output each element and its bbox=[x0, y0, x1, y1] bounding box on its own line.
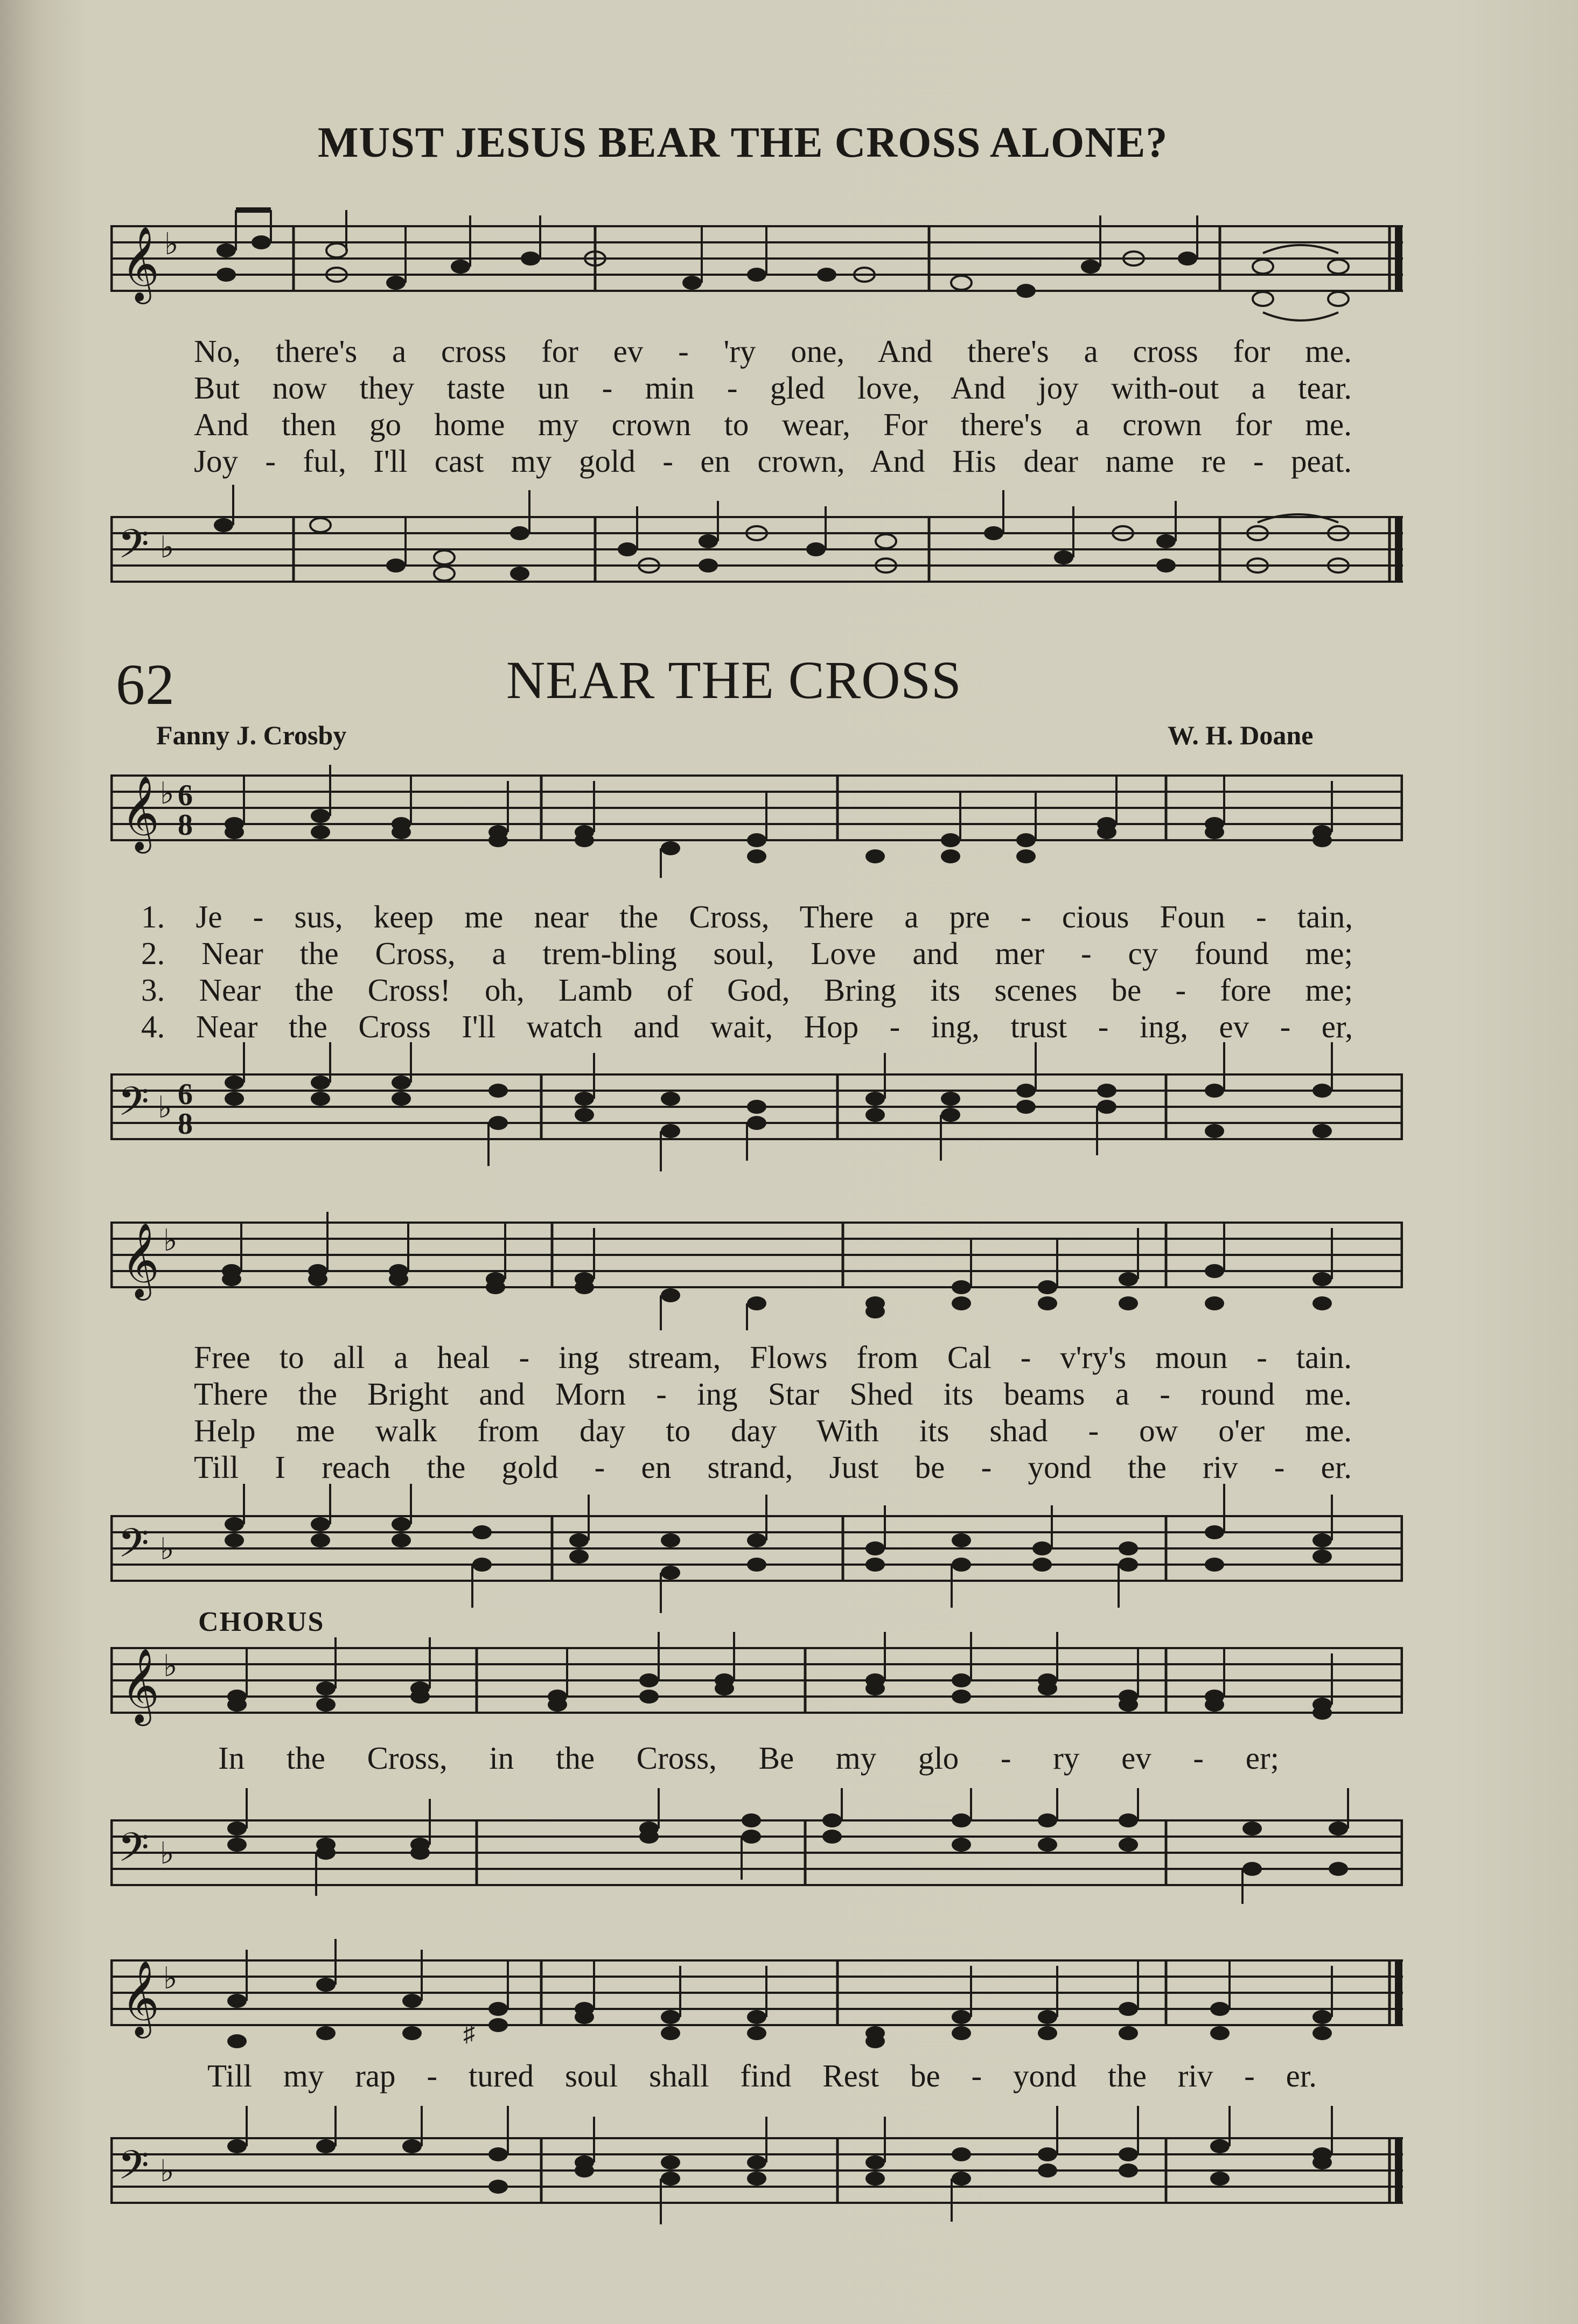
lyricist-credit: Fanny J. Crosby bbox=[156, 720, 347, 750]
music-notation bbox=[110, 205, 1403, 334]
chorus-lyrics bbox=[218, 1740, 1279, 1776]
lyric-line: In the Cross, in the Cross, Be my glo - ry ev - er; bbox=[218, 1740, 1279, 1776]
bass-staff bbox=[110, 1484, 1403, 1613]
svg-text:𝄢: 𝄢 bbox=[118, 1522, 149, 1575]
lyric-line: 2. Near the Cross, a trem-bling soul, Love and mer - cy found me; bbox=[141, 936, 1353, 971]
hymn-title: MUST JESUS BEAR THE CROSS ALONE? bbox=[318, 119, 1168, 166]
lyric-line: 3. Near the Cross! oh, Lamb of God, Bring its scenes be - fore me; bbox=[141, 972, 1353, 1008]
treble-staff bbox=[110, 1939, 1403, 2068]
lyric-line: Joy - ful, I'll cast my gold - en crown, And His dear name re - peat. bbox=[194, 443, 1352, 479]
svg-text:8: 8 bbox=[178, 1107, 193, 1141]
music-notation bbox=[110, 485, 1403, 614]
lyric-line: There the Bright and Morn - ing Star Shed its beams a - round me. bbox=[194, 1376, 1352, 1412]
svg-text:♭: ♭ bbox=[160, 777, 174, 811]
svg-text:𝄢: 𝄢 bbox=[118, 1826, 149, 1880]
bass-staff bbox=[110, 1042, 1403, 1177]
lyric-line: Till I reach the gold - en strand, Just be - yond the riv - er. bbox=[194, 1449, 1352, 1485]
svg-text:𝄢: 𝄢 bbox=[118, 2144, 149, 2197]
svg-text:♭: ♭ bbox=[163, 1962, 178, 1995]
hymn-number: 62 bbox=[116, 653, 175, 717]
hymn-61-lyrics bbox=[194, 333, 1352, 479]
svg-text:♭: ♭ bbox=[160, 1837, 174, 1871]
lyric-line: Free to all a heal - ing stream, Flows from Cal - v'ry's moun - tain. bbox=[194, 1339, 1352, 1375]
svg-text:♭: ♭ bbox=[160, 531, 174, 564]
bass-staff bbox=[110, 2106, 1403, 2230]
svg-text:♭: ♭ bbox=[160, 2155, 174, 2188]
svg-text:♭: ♭ bbox=[164, 228, 179, 261]
svg-text:♭: ♭ bbox=[160, 1533, 174, 1566]
svg-text:8: 8 bbox=[178, 808, 193, 842]
lyric-line: Help me walk from day to day With its shad - ow o'er me. bbox=[194, 1413, 1352, 1448]
svg-text:𝄢: 𝄢 bbox=[118, 1080, 149, 1134]
music-notation bbox=[110, 2106, 1403, 2230]
music-notation bbox=[110, 1042, 1403, 1177]
lyric-line: But now they taste un - min - gled love, And joy with-out a tear. bbox=[194, 370, 1352, 406]
music-notation bbox=[110, 1939, 1403, 2068]
lyric-line: Till my rap - tured soul shall find Rest be - yond the riv - er. bbox=[207, 2058, 1317, 2093]
treble-staff bbox=[110, 205, 1403, 334]
svg-text:6: 6 bbox=[178, 779, 193, 812]
svg-text:♭: ♭ bbox=[163, 1224, 178, 1258]
lyric-line: 1. Je - sus, keep me near the Cross, There a pre - cious Foun - tain, bbox=[141, 899, 1353, 934]
chorus-label: CHORUS bbox=[198, 1607, 325, 1637]
treble-staff bbox=[110, 1627, 1403, 1734]
lyric-line: And then go home my crown to wear, For there's a crown for me. bbox=[194, 407, 1352, 442]
composer-credit: W. H. Doane bbox=[1168, 720, 1314, 750]
music-notation bbox=[110, 1484, 1403, 1613]
treble-staff bbox=[110, 1201, 1403, 1330]
svg-text:𝄞: 𝄞 bbox=[121, 1650, 159, 1721]
svg-text:𝄞: 𝄞 bbox=[121, 1962, 159, 2034]
verse-lyrics bbox=[194, 1339, 1352, 1485]
chorus-lyrics bbox=[207, 2057, 1317, 2094]
svg-text:𝄞: 𝄞 bbox=[121, 1224, 159, 1296]
music-notation bbox=[110, 754, 1403, 878]
svg-text:6: 6 bbox=[178, 1078, 193, 1111]
svg-text:𝄢: 𝄢 bbox=[118, 523, 149, 576]
lyric-line: No, there's a cross for ev - 'ry one, And there's a cross for me. bbox=[194, 333, 1352, 369]
svg-text:𝄞: 𝄞 bbox=[121, 777, 159, 849]
svg-text:♭: ♭ bbox=[163, 1650, 178, 1683]
music-notation bbox=[110, 1788, 1403, 1907]
svg-text:♭: ♭ bbox=[158, 1091, 172, 1125]
svg-text:♯: ♯ bbox=[463, 2020, 475, 2047]
verse-lyrics bbox=[141, 898, 1353, 1045]
lyric-line: 4. Near the Cross I'll watch and wait, Hop - ing, trust - ing, ev - er, bbox=[141, 1009, 1353, 1044]
bass-staff bbox=[110, 485, 1403, 614]
hymn-title: NEAR THE CROSS bbox=[506, 650, 962, 710]
bass-staff bbox=[110, 1788, 1403, 1907]
treble-staff bbox=[110, 754, 1403, 878]
music-notation bbox=[110, 1201, 1403, 1330]
svg-text:𝄞: 𝄞 bbox=[121, 228, 159, 299]
music-notation bbox=[110, 1627, 1403, 1734]
